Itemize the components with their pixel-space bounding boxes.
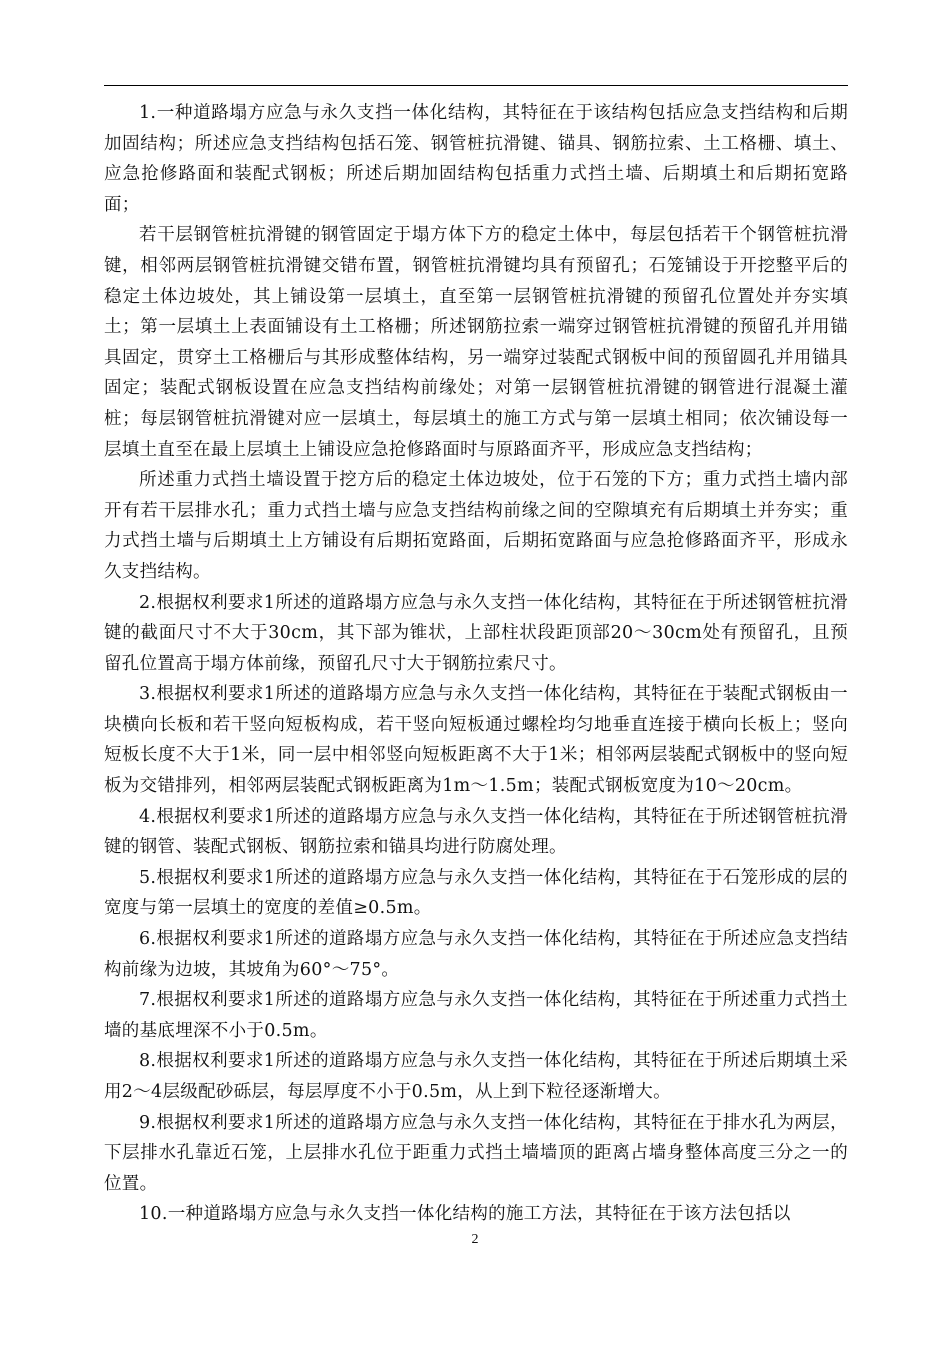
claim-6-paragraph: 6.根据权利要求1所述的道路塌方应急与永久支挡一体化结构，其特征在于所述应急支挡结构前缘为边坡，其坡角为60°～75°。 (104, 929, 848, 980)
claim-1-paragraph: 1.一种道路塌方应急与永久支挡一体化结构，其特征在于该结构包括应急支挡结构和后期加固结构；所述应急支挡结构包括石笼、钢管桩抗滑键、锚具、钢筋拉索、土工格栅、填土、应急抢修路面和装配式钢板；所述后期加固结构包括重力式挡土墙、后期填土和后期拓宽路面； (104, 103, 848, 215)
claim-10-paragraph: 10.一种道路塌方应急与永久支挡一体化结构的施工方法，其特征在于该方法包括以 (139, 1204, 791, 1225)
claim-1-continued-paragraph: 若干层钢管桩抗滑键的钢管固定于塌方体下方的稳定土体中，每层包括若干个钢管桩抗滑键，相邻两层钢管桩抗滑键交错布置，钢管桩抗滑键均具有预留孔；石笼铺设于开挖整平后的稳定土体边坡处，其上铺设第一层填土，直至第一层钢管桩抗滑键的预留孔位置处并夯实填土；第一层填土上表面铺设有土工格栅；所述钢筋拉索一端穿过钢管桩抗滑键的预留孔并用锚具固定，贯穿土工格栅后与其形成整体结构，另一端穿过装配式钢板中间的预留圆孔并用锚具固定；装配式钢板设置在应急支挡结构前缘处；对第一层钢管桩抗滑键的钢管进行混凝土灌桩；每层钢管桩抗滑键对应一层填土，每层填土的施工方式与第一层填土相同；依次铺设每一层填土直至在最上层填土上铺设应急抢修路面时与原路面齐平，形成应急支挡结构； (104, 225, 848, 460)
claim-1-final-paragraph: 所述重力式挡土墙设置于挖方后的稳定土体边坡处，位于石笼的下方；重力式挡土墙内部开有若干层排水孔；重力式挡土墙与应急支挡结构前缘之间的空隙填充有后期填土并夯实；重力式挡土墙与后期填土上方铺设有后期拓宽路面，后期拓宽路面与应急抢修路面齐平，形成永久支挡结构。 (104, 470, 848, 582)
claim-8-paragraph: 8.根据权利要求1所述的道路塌方应急与永久支挡一体化结构，其特征在于所述后期填土采用2～4层级配砂砾层，每层厚度不小于0.5m，从上到下粒径逐渐增大。 (104, 1051, 848, 1102)
document-body (104, 98, 848, 1230)
header-rule (104, 85, 848, 86)
claim-2-paragraph: 2.根据权利要求1所述的道路塌方应急与永久支挡一体化结构，其特征在于所述钢管桩抗滑键的截面尺寸不大于30cm，其下部为锥状，上部柱状段距顶部20～30cm处有预留孔，且预留孔位置高于塌方体前缘，预留孔尺寸大于钢筋拉索尺寸。 (104, 592, 848, 674)
claim-9-paragraph: 9.根据权利要求1所述的道路塌方应急与永久支挡一体化结构，其特征在于排水孔为两层，下层排水孔靠近石笼，上层排水孔位于距重力式挡土墙墙顶的距离占墙身整体高度三分之一的位置。 (104, 1112, 848, 1194)
claim-5-paragraph: 5.根据权利要求1所述的道路塌方应急与永久支挡一体化结构，其特征在于石笼形成的层的宽度与第一层填土的宽度的差值≥0.5m。 (104, 867, 848, 919)
claim-4-paragraph: 4.根据权利要求1所述的道路塌方应急与永久支挡一体化结构，其特征在于所述钢管桩抗滑键的钢管、装配式钢板、钢筋拉索和锚具均进行防腐处理。 (104, 806, 848, 858)
page-number: 2 (471, 1232, 479, 1247)
claim-3-paragraph: 3.根据权利要求1所述的道路塌方应急与永久支挡一体化结构，其特征在于装配式钢板由一块横向长板和若干竖向短板构成，若干竖向短板通过螺栓均匀地垂直连接于横向长板上；竖向短板长度不大于1米，同一层中相邻竖向短板距离不大于1米；相邻两层装配式钢板中的竖向短板为交错排列，相邻两层装配式钢板距离为1m～1.5m；装配式钢板宽度为10～20cm。 (104, 684, 848, 797)
claim-7-paragraph: 7.根据权利要求1所述的道路塌方应急与永久支挡一体化结构，其特征在于所述重力式挡土墙的基底埋深不小于0.5m。 (104, 990, 848, 1041)
